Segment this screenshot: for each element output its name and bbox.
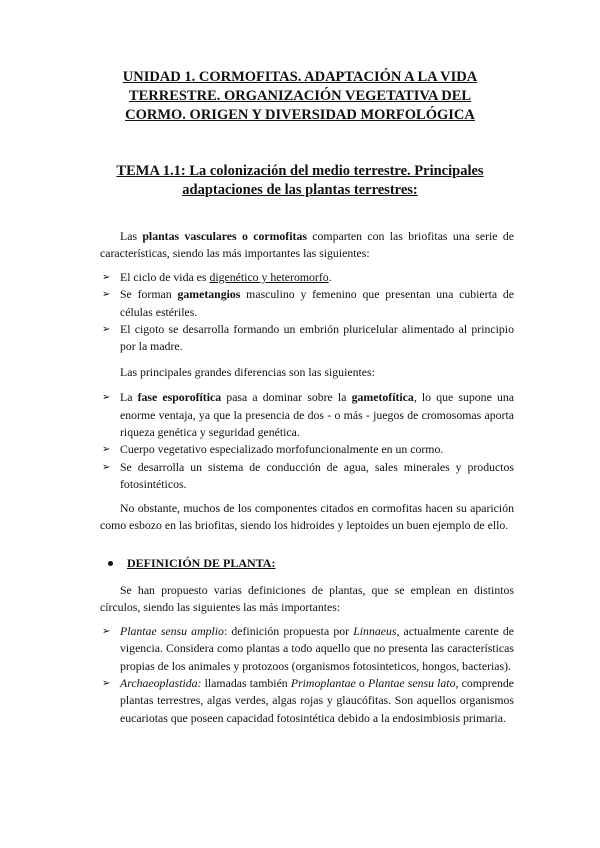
list-item: ➢ Se forman gametangios masculino y femenino que presentan una cubierta de células estériles. xyxy=(102,287,515,319)
definitions-block xyxy=(100,582,514,727)
unit-title: UNIDAD 1. CORMOFITAS. ADAPTACIÓN A LA VIDA TERRESTRE. ORGANIZACIÓN VEGETATIVA DEL CORMO. ORIGEN Y DIVERSIDAD MORFOLÓGICA xyxy=(122,69,478,123)
list-item: ➢ Se desarrolla un sistema de conducción de agua, sales minerales y productos fotosintéticos. xyxy=(102,459,514,492)
arrow-bullet-icon: ➢ xyxy=(102,271,111,283)
differences-intro: Las principales grandes diferencias son las siguientes: xyxy=(120,364,375,379)
list-item: ➢ Archaeoplastida: llamadas también Primoplantae o Plantae sensu lato, comprende plantas terrestres, algas verdes, algas rojas y glaucófitas. Son aquellos organismos eucariotas que poseen capacidad fotosintética debido a la endosimbiosis primaria. xyxy=(102,676,515,725)
arrow-bullet-icon: ➢ xyxy=(102,625,111,637)
differences-list xyxy=(100,389,514,493)
list-item: ➢ Plantae sensu amplio: definición propuesta por Linnaeus, actualmente carente de vigencia. Considera como plantas a todo aquello que no presenta las características propias de los animales y protozoos (organismos fotosinteticos, hongos, bacterias). xyxy=(102,623,514,673)
shared-traits-list xyxy=(100,269,514,356)
list-item: ➢ La fase esporofítica pasa a dominar sobre la gametofítica, lo que supone una enorme ventaja, ya que la presencia de dos - o más - juegos de cromosomas aporta riqueza genética y seguridad genética. xyxy=(102,390,514,440)
obstante-paragraph: No obstante, muchos de los componentes citados en cormofitas hacen su aparición como esbozo en las briofitas, siendo los hidroides y leptoides un buen ejemplo de ello. xyxy=(100,500,514,533)
bullet-dot-icon xyxy=(108,561,113,566)
intro-paragraph: Las plantas vasculares o cormofitas comparten con las briofitas una serie de características, siendo las más importantes las siguientes: xyxy=(100,229,514,261)
arrow-bullet-icon: ➢ xyxy=(102,678,111,690)
list-item: ➢ El cigoto se desarrolla formando un embrión pluricelular alimentado al principio por la madre. xyxy=(102,322,514,354)
arrow-bullet-icon: ➢ xyxy=(102,461,111,473)
arrow-bullet-icon: ➢ xyxy=(102,289,111,301)
tema-title: TEMA 1.1: La colonización del medio terrestre. Principales adaptaciones de las plantas terrestres: xyxy=(116,163,484,198)
arrow-bullet-icon: ➢ xyxy=(102,324,111,336)
definitions-list xyxy=(100,623,514,727)
arrow-bullet-icon: ➢ xyxy=(102,444,111,456)
list-item: ➢ Cuerpo vegetativo especializado morfofuncionalmente en un cormo. xyxy=(100,441,514,458)
intro-block xyxy=(100,228,514,535)
definitions-intro: Se han propuesto varias definiciones de plantas, que se emplean en distintos círculos, siendo las siguientes las más importantes: xyxy=(100,583,514,615)
list-item: ➢ El ciclo de vida es digenético y heteromorfo. xyxy=(100,269,514,286)
term-cormofitas: plantas vasculares o cormofitas xyxy=(142,229,307,243)
section-heading: DEFINICIÓN DE PLANTA: xyxy=(100,556,514,571)
arrow-bullet-icon: ➢ xyxy=(102,392,111,404)
